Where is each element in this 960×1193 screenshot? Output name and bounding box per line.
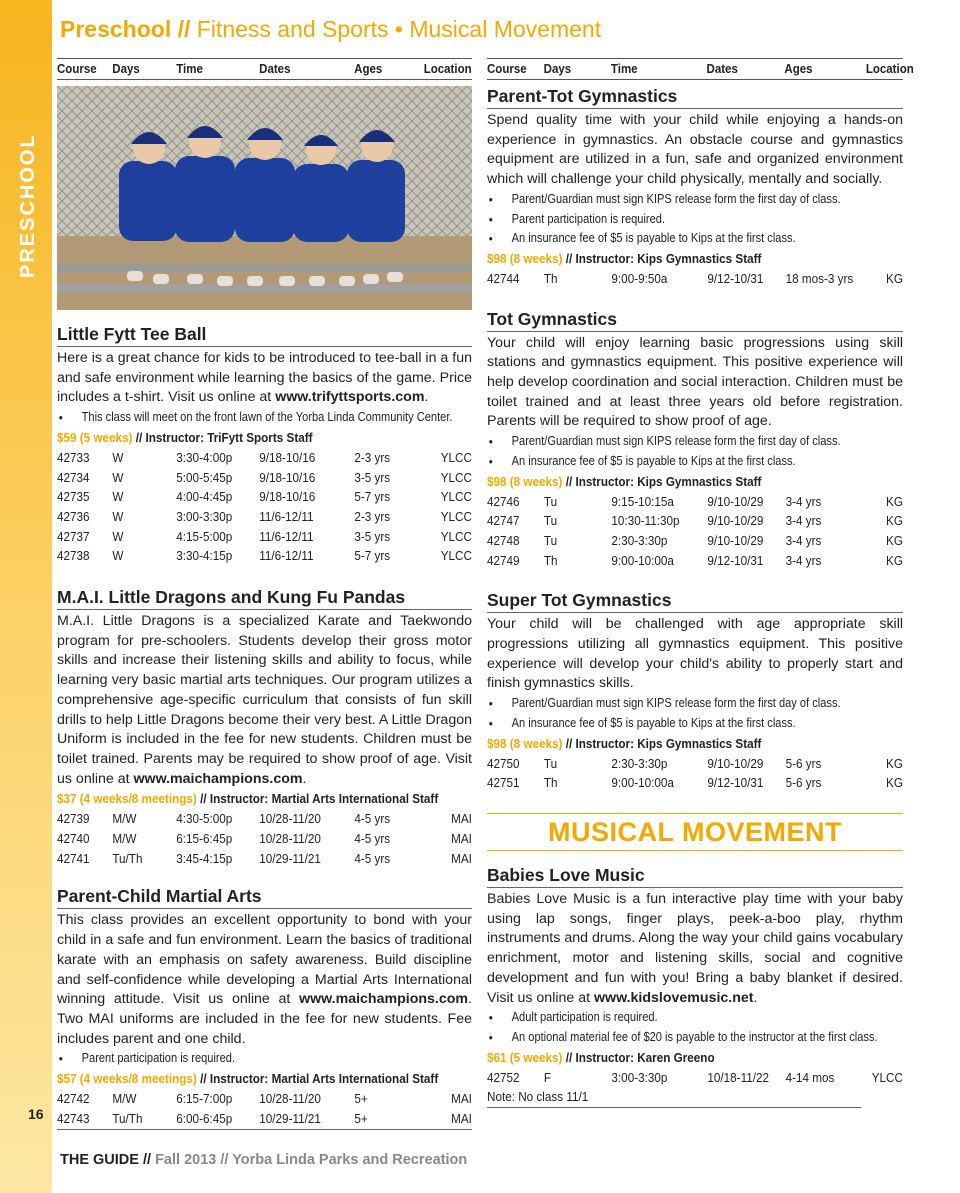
table-cell: KG xyxy=(886,775,903,791)
section-parent-child xyxy=(57,886,472,1129)
table-cell: 6:15-6:45p xyxy=(176,831,233,847)
section-title: M.A.I. Little Dragons and Kung Fu Pandas xyxy=(57,587,472,610)
bullet-list xyxy=(57,1049,472,1069)
table-cell: Th xyxy=(543,270,558,286)
column-header-location: Location xyxy=(423,62,472,76)
table-cell: YLCC xyxy=(440,528,472,544)
column-header-dates: Dates xyxy=(706,62,738,76)
price: $98 (8 weeks) xyxy=(487,250,563,266)
table-row xyxy=(57,507,472,527)
table-cell: 5-7 yrs xyxy=(354,489,391,505)
bullet-list xyxy=(487,432,903,471)
price: $37 (4 weeks/8 meetings) xyxy=(57,791,197,807)
table-cell: 18 mos-3 yrs xyxy=(785,270,854,286)
table-cell: 9/18-10/16 xyxy=(259,449,316,465)
table-cell: 3-4 yrs xyxy=(785,513,822,529)
instructor: // Instructor: TriFytt Sports Staff xyxy=(132,429,313,445)
table-cell: 42736 xyxy=(57,508,90,524)
body-text: M.A.I. Little Dragons is a specialized Karate and Taekwondo program for pre-schoolers. Students develop their gross motor skills and increase their listening skills and ability to focus, while learning very basic martial arts techniques. Our program utilizes a comprehensive age-specific curriculum that consists of fun skill drills to help Little Dragons become their very best. A Little Dragon Uniform is included in the fee for new students. Children must be toilet trained. Parents may be required to show proof of age. Visit us online at xyxy=(57,613,472,787)
table-cell: 5-6 yrs xyxy=(785,755,822,771)
table-cell: 4:15-5:00p xyxy=(176,528,233,544)
bullet-item: • An insurance fee of $5 is payable to Kips at the first class. xyxy=(487,229,903,249)
price: $98 (8 weeks) xyxy=(487,735,563,751)
table-cell: 4-5 yrs xyxy=(354,850,391,866)
table-row xyxy=(57,809,472,829)
table-cell: YLCC xyxy=(440,548,472,564)
table-cell: MAI xyxy=(451,831,472,847)
table-cell: 2:30-3:30p xyxy=(611,755,668,771)
section-body: Spend quality time with your child while enjoying a hands-on experience in gymnastics. An obstacle course and gymnastics equipment are utilized in a fun, safe and organized environment which will challenge your child physically, mentally and socially. xyxy=(487,112,903,188)
bullet-item: • Parent/Guardian must sign KIPS release form the first day of class. xyxy=(487,432,903,452)
table-cell: 3:00-3:30p xyxy=(176,508,233,524)
table-cell: 42738 xyxy=(57,548,90,564)
table-cell: MAI xyxy=(451,850,472,866)
section-parent-tot xyxy=(487,86,903,289)
price-line xyxy=(57,428,431,448)
section-little-dragons xyxy=(57,587,472,868)
table-cell: 4-5 yrs xyxy=(354,831,391,847)
table-row xyxy=(57,546,472,566)
section-title: Parent-Tot Gymnastics xyxy=(487,86,903,109)
class-rows xyxy=(57,809,472,868)
table-cell: Tu/Th xyxy=(112,850,143,866)
bullet-list xyxy=(487,694,903,733)
price: $98 (8 weeks) xyxy=(487,473,563,489)
table-cell: M/W xyxy=(112,831,137,847)
table-cell: 9/12-10/31 xyxy=(707,775,764,791)
musical-movement-heading: MUSICAL MOVEMENT xyxy=(487,813,903,851)
table-cell: 3:00-3:30p xyxy=(611,1069,668,1085)
body-text-end: . xyxy=(753,989,758,1006)
section-body: Your child will enjoy learning basic progressions using skill stations and gymnastics equipment. This positive experience will help develop coordination and social interaction. Children must be toilet trained and at least three years old before registration. Parents will be required to show proof of age. xyxy=(487,334,903,430)
table-cell: 3-4 yrs xyxy=(785,552,822,568)
bullet-item: • Parent participation is required. xyxy=(487,210,903,230)
table-row xyxy=(487,492,903,512)
table-cell: 3-5 yrs xyxy=(354,469,391,485)
page-title-sub: Fitness and Sports • Musical Movement xyxy=(190,16,602,42)
body-text: This class provides an excellent opportunity to bond with your child in a safe and fun environment. Learn the basics of traditional karate with an emphasis on safety awareness. Build discipline and self-confidence while developing a Martial Arts International winning attitude. Visit us online at xyxy=(57,912,472,1008)
table-cell: 11/6-12/11 xyxy=(259,528,314,544)
column-header-time: Time xyxy=(176,62,203,76)
price-line xyxy=(487,472,861,492)
class-rows xyxy=(487,492,903,571)
table-cell: 42734 xyxy=(57,469,90,485)
bullet-item: • Adult participation is required. xyxy=(487,1008,903,1028)
table-cell: 9:15-10:15a xyxy=(611,493,674,509)
page-number: 16 xyxy=(28,1106,44,1122)
section-body xyxy=(57,911,472,1049)
column-header-location: Location xyxy=(865,62,914,76)
table-cell: Th xyxy=(543,552,558,568)
table-row xyxy=(487,1068,903,1088)
class-rows xyxy=(57,448,472,566)
table-cell: W xyxy=(112,528,124,544)
table-cell: 3-4 yrs xyxy=(785,493,822,509)
table-row xyxy=(487,511,903,531)
table-cell: 10/28-11/20 xyxy=(259,831,321,847)
column-header-days: Days xyxy=(112,62,140,76)
table-row xyxy=(57,527,472,547)
table-cell: 3-4 yrs xyxy=(785,532,822,548)
table-cell: 9:00-10:00a xyxy=(611,552,674,568)
table-cell: 42743 xyxy=(57,1110,90,1126)
table-cell: KG xyxy=(886,532,903,548)
table-cell: 6:00-6:45p xyxy=(176,1110,233,1126)
table-cell: 10/28-11/20 xyxy=(259,811,321,827)
instructor: // Instructor: Karen Greeno xyxy=(562,1049,715,1065)
section-title: Parent-Child Martial Arts xyxy=(57,886,472,909)
bullet-item: • This class will meet on the front lawn of the Yorba Linda Community Center. xyxy=(57,408,472,428)
table-cell: Tu/Th xyxy=(112,1110,143,1126)
section-body xyxy=(57,612,472,789)
website-link[interactable]: www.trifyttsports.com xyxy=(275,389,425,406)
table-header-right xyxy=(487,58,914,80)
bullet-item: • Parent/Guardian must sign KIPS release form the first day of class. xyxy=(487,190,903,210)
table-cell: 10/18-11/22 xyxy=(707,1069,770,1085)
column-header-course: Course xyxy=(57,62,97,76)
price-line xyxy=(487,1048,861,1068)
section-body xyxy=(57,349,472,408)
table-row xyxy=(487,551,903,571)
table-cell: 10/29-11/21 xyxy=(259,1110,321,1126)
section-super-tot xyxy=(487,590,903,793)
bullet-item: • An insurance fee of $5 is payable to Kips at the first class. xyxy=(487,714,903,734)
footer-guide: THE GUIDE // xyxy=(60,1152,156,1168)
table-cell: 42752 xyxy=(487,1069,520,1085)
column-header-days: Days xyxy=(543,62,572,76)
section-tot-gymnastics xyxy=(487,309,903,571)
table-cell: 42735 xyxy=(57,489,90,505)
table-cell: W xyxy=(112,449,124,465)
table-cell: YLCC xyxy=(440,489,472,505)
table-cell: KG xyxy=(886,493,903,509)
bullet-item: • Parent participation is required. xyxy=(57,1049,472,1069)
photo-illustration xyxy=(57,86,472,310)
website-link[interactable]: www.maichampions.com xyxy=(133,770,303,787)
table-row xyxy=(57,1089,472,1109)
bullet-item: • An insurance fee of $5 is payable to Kips at the first class. xyxy=(487,452,903,472)
class-note: Note: No class 11/1 xyxy=(487,1087,861,1108)
table-cell: MAI xyxy=(451,1110,472,1126)
sidebar-label: PRESCHOOL xyxy=(17,133,39,278)
bullet-item: • Parent/Guardian must sign KIPS release form the first day of class. xyxy=(487,694,903,714)
table-header-left xyxy=(57,58,472,80)
table-cell: W xyxy=(112,469,124,485)
table-cell: 4:00-4:45p xyxy=(176,489,233,505)
table-cell: 5:00-5:45p xyxy=(176,469,233,485)
column-header-time: Time xyxy=(610,62,638,76)
body-text-end: . xyxy=(302,770,307,787)
table-cell: 11/6-12/11 xyxy=(259,548,314,564)
column-header-ages: Ages xyxy=(354,62,383,76)
table-row xyxy=(487,269,903,289)
table-cell: Tu xyxy=(543,755,558,771)
table-cell: Th xyxy=(543,775,558,791)
table-cell: 9/12-10/31 xyxy=(707,552,764,568)
table-cell: 42744 xyxy=(487,270,520,286)
table-cell: W xyxy=(112,489,124,505)
bullet-item: • An optional material fee of $20 is payable to the instructor at the first class. xyxy=(487,1028,903,1048)
table-cell: 6:15-7:00p xyxy=(176,1091,233,1107)
table-cell: 9/10-10/29 xyxy=(707,513,764,529)
table-cell: 4:30-5:00p xyxy=(176,811,233,827)
instructor: // Instructor: Kips Gymnastics Staff xyxy=(562,735,762,751)
table-cell: 10/29-11/21 xyxy=(259,850,321,866)
table-cell: 9/10-10/29 xyxy=(707,493,764,509)
table-cell: Tu xyxy=(543,513,558,529)
table-cell: M/W xyxy=(112,1091,137,1107)
table-cell: 5+ xyxy=(354,1110,368,1126)
table-cell: 10:30-11:30p xyxy=(611,513,680,529)
table-cell: YLCC xyxy=(440,508,472,524)
price-line xyxy=(487,734,861,754)
price-line xyxy=(57,789,472,809)
body-text: Here is a great chance for kids to be introduced to tee-ball in a fun and safe environment while learning the basics of the game. Price includes a t-shirt. Visit us online at xyxy=(57,350,472,406)
table-cell: KG xyxy=(886,513,903,529)
column-header-dates: Dates xyxy=(259,62,291,76)
table-cell: 42750 xyxy=(487,755,520,771)
price-line xyxy=(57,1069,439,1089)
footer xyxy=(60,1152,467,1168)
section-body xyxy=(487,890,903,1008)
table-row xyxy=(57,448,472,468)
section-babies-love-music xyxy=(487,865,903,1108)
section-title: Super Tot Gymnastics xyxy=(487,590,903,613)
price: $59 (5 weeks) xyxy=(57,429,133,445)
table-cell: 3:30-4:00p xyxy=(176,449,233,465)
table-cell: 3:30-4:15p xyxy=(176,548,233,564)
body-text-end: . xyxy=(424,389,429,406)
left-column xyxy=(57,58,472,1130)
table-row xyxy=(487,531,903,551)
table-cell: 42737 xyxy=(57,528,90,544)
table-cell: 42733 xyxy=(57,449,90,465)
table-cell: MAI xyxy=(451,811,472,827)
price: $61 (5 weeks) xyxy=(487,1049,563,1065)
instructor: // Instructor: Martial Arts International Staff xyxy=(196,791,439,807)
body-text-end: . Two MAI uniforms are included in the fee for new students. Fee includes parent and one child. xyxy=(57,991,472,1047)
table-cell: Tu xyxy=(543,493,558,509)
bullet-list xyxy=(57,408,472,428)
class-rows xyxy=(57,1089,472,1129)
table-cell: 42747 xyxy=(487,513,520,529)
table-cell: Tu xyxy=(543,532,558,548)
table-cell: YLCC xyxy=(440,469,472,485)
table-cell: 3:45-4:15p xyxy=(176,850,233,866)
table-cell: YLCC xyxy=(440,449,472,465)
class-rows xyxy=(487,1068,903,1088)
table-row xyxy=(57,849,472,869)
class-rows xyxy=(487,754,903,793)
table-cell: 9/10-10/29 xyxy=(707,755,764,771)
table-row xyxy=(57,487,472,507)
table-row xyxy=(57,1109,472,1129)
footer-season: Fall 2013 // Yorba Linda Parks and Recreation xyxy=(155,1152,468,1168)
class-rows xyxy=(487,269,903,289)
table-cell: 42748 xyxy=(487,532,520,548)
body-text: Babies Love Music is a fun interactive play time with your baby using lap songs, finger plays, peek-a-boo play, rhythm instruments and drums. Along the way your child gains vocabulary enrichment, motor and listening skills, social and cognitive development and fun with you! Bring a baby blanket if desired. Visit us online at xyxy=(487,890,903,1006)
table-cell: 9/10-10/29 xyxy=(707,532,764,548)
sidebar xyxy=(0,0,52,1193)
table-cell: 9:00-9:50a xyxy=(611,270,668,286)
table-cell: MAI xyxy=(451,1091,472,1107)
column-header-course: Course xyxy=(487,62,527,76)
section-title: Tot Gymnastics xyxy=(487,309,903,332)
right-column xyxy=(487,58,914,1108)
section-title: Babies Love Music xyxy=(487,865,903,888)
price-line xyxy=(487,249,861,269)
table-cell: 4-5 yrs xyxy=(354,811,391,827)
price: $57 (4 weeks/8 meetings) xyxy=(57,1071,197,1087)
table-cell: 42749 xyxy=(487,552,520,568)
instructor: // Instructor: Kips Gymnastics Staff xyxy=(562,473,762,489)
table-cell: 2:30-3:30p xyxy=(611,532,668,548)
table-cell: 9/12-10/31 xyxy=(707,270,764,286)
table-cell: 5-6 yrs xyxy=(785,775,822,791)
instructor: // Instructor: Kips Gymnastics Staff xyxy=(562,250,762,266)
table-cell: 9:00-10:00a xyxy=(611,775,674,791)
table-cell: W xyxy=(112,508,124,524)
section-tee-ball xyxy=(57,324,472,566)
table-row xyxy=(57,468,472,488)
table-cell: F xyxy=(543,1069,552,1085)
photo-kids-on-bench xyxy=(57,86,472,310)
page-title-main: Preschool // xyxy=(60,16,191,42)
table-cell: 11/6-12/11 xyxy=(259,508,314,524)
section-title: Little Fytt Tee Ball xyxy=(57,324,472,347)
table-cell: YLCC xyxy=(871,1069,903,1085)
table-cell: 5+ xyxy=(354,1091,368,1107)
table-cell: 42742 xyxy=(57,1091,90,1107)
table-cell: 42751 xyxy=(487,775,520,791)
section-body: Your child will be challenged with age appropriate skill progressions utilizing all gymnastics equipment. This positive experience will develop your child's ability to properly start and finish gymnastics skills. xyxy=(487,616,903,692)
table-cell: 9/18-10/16 xyxy=(259,489,316,505)
table-row xyxy=(487,773,903,793)
table-cell: 9/18-10/16 xyxy=(259,469,316,485)
column-header-ages: Ages xyxy=(784,62,813,76)
table-cell: 2-3 yrs xyxy=(354,449,391,465)
table-cell: 3-5 yrs xyxy=(354,528,391,544)
table-cell: 10/28-11/20 xyxy=(259,1091,321,1107)
table-cell: M/W xyxy=(112,811,137,827)
table-cell: 42740 xyxy=(57,831,90,847)
table-cell: 4-14 mos xyxy=(785,1069,835,1085)
table-cell: 2-3 yrs xyxy=(354,508,391,524)
table-cell: 5-7 yrs xyxy=(354,548,391,564)
page-title xyxy=(60,16,601,43)
instructor: // Instructor: Martial Arts International Staff xyxy=(196,1071,439,1087)
table-cell: 42741 xyxy=(57,850,90,866)
website-link[interactable]: www.kidslovemusic.net xyxy=(594,989,754,1006)
table-cell: 42746 xyxy=(487,493,520,509)
bullet-list xyxy=(487,190,903,249)
table-cell: KG xyxy=(886,270,903,286)
table-cell: KG xyxy=(886,755,903,771)
table-row xyxy=(487,754,903,774)
table-cell: W xyxy=(112,548,124,564)
website-link[interactable]: www.maichampions.com xyxy=(299,991,469,1008)
table-cell: 42739 xyxy=(57,811,90,827)
bullet-list xyxy=(487,1008,903,1047)
table-cell: KG xyxy=(886,552,903,568)
table-row xyxy=(57,829,472,849)
